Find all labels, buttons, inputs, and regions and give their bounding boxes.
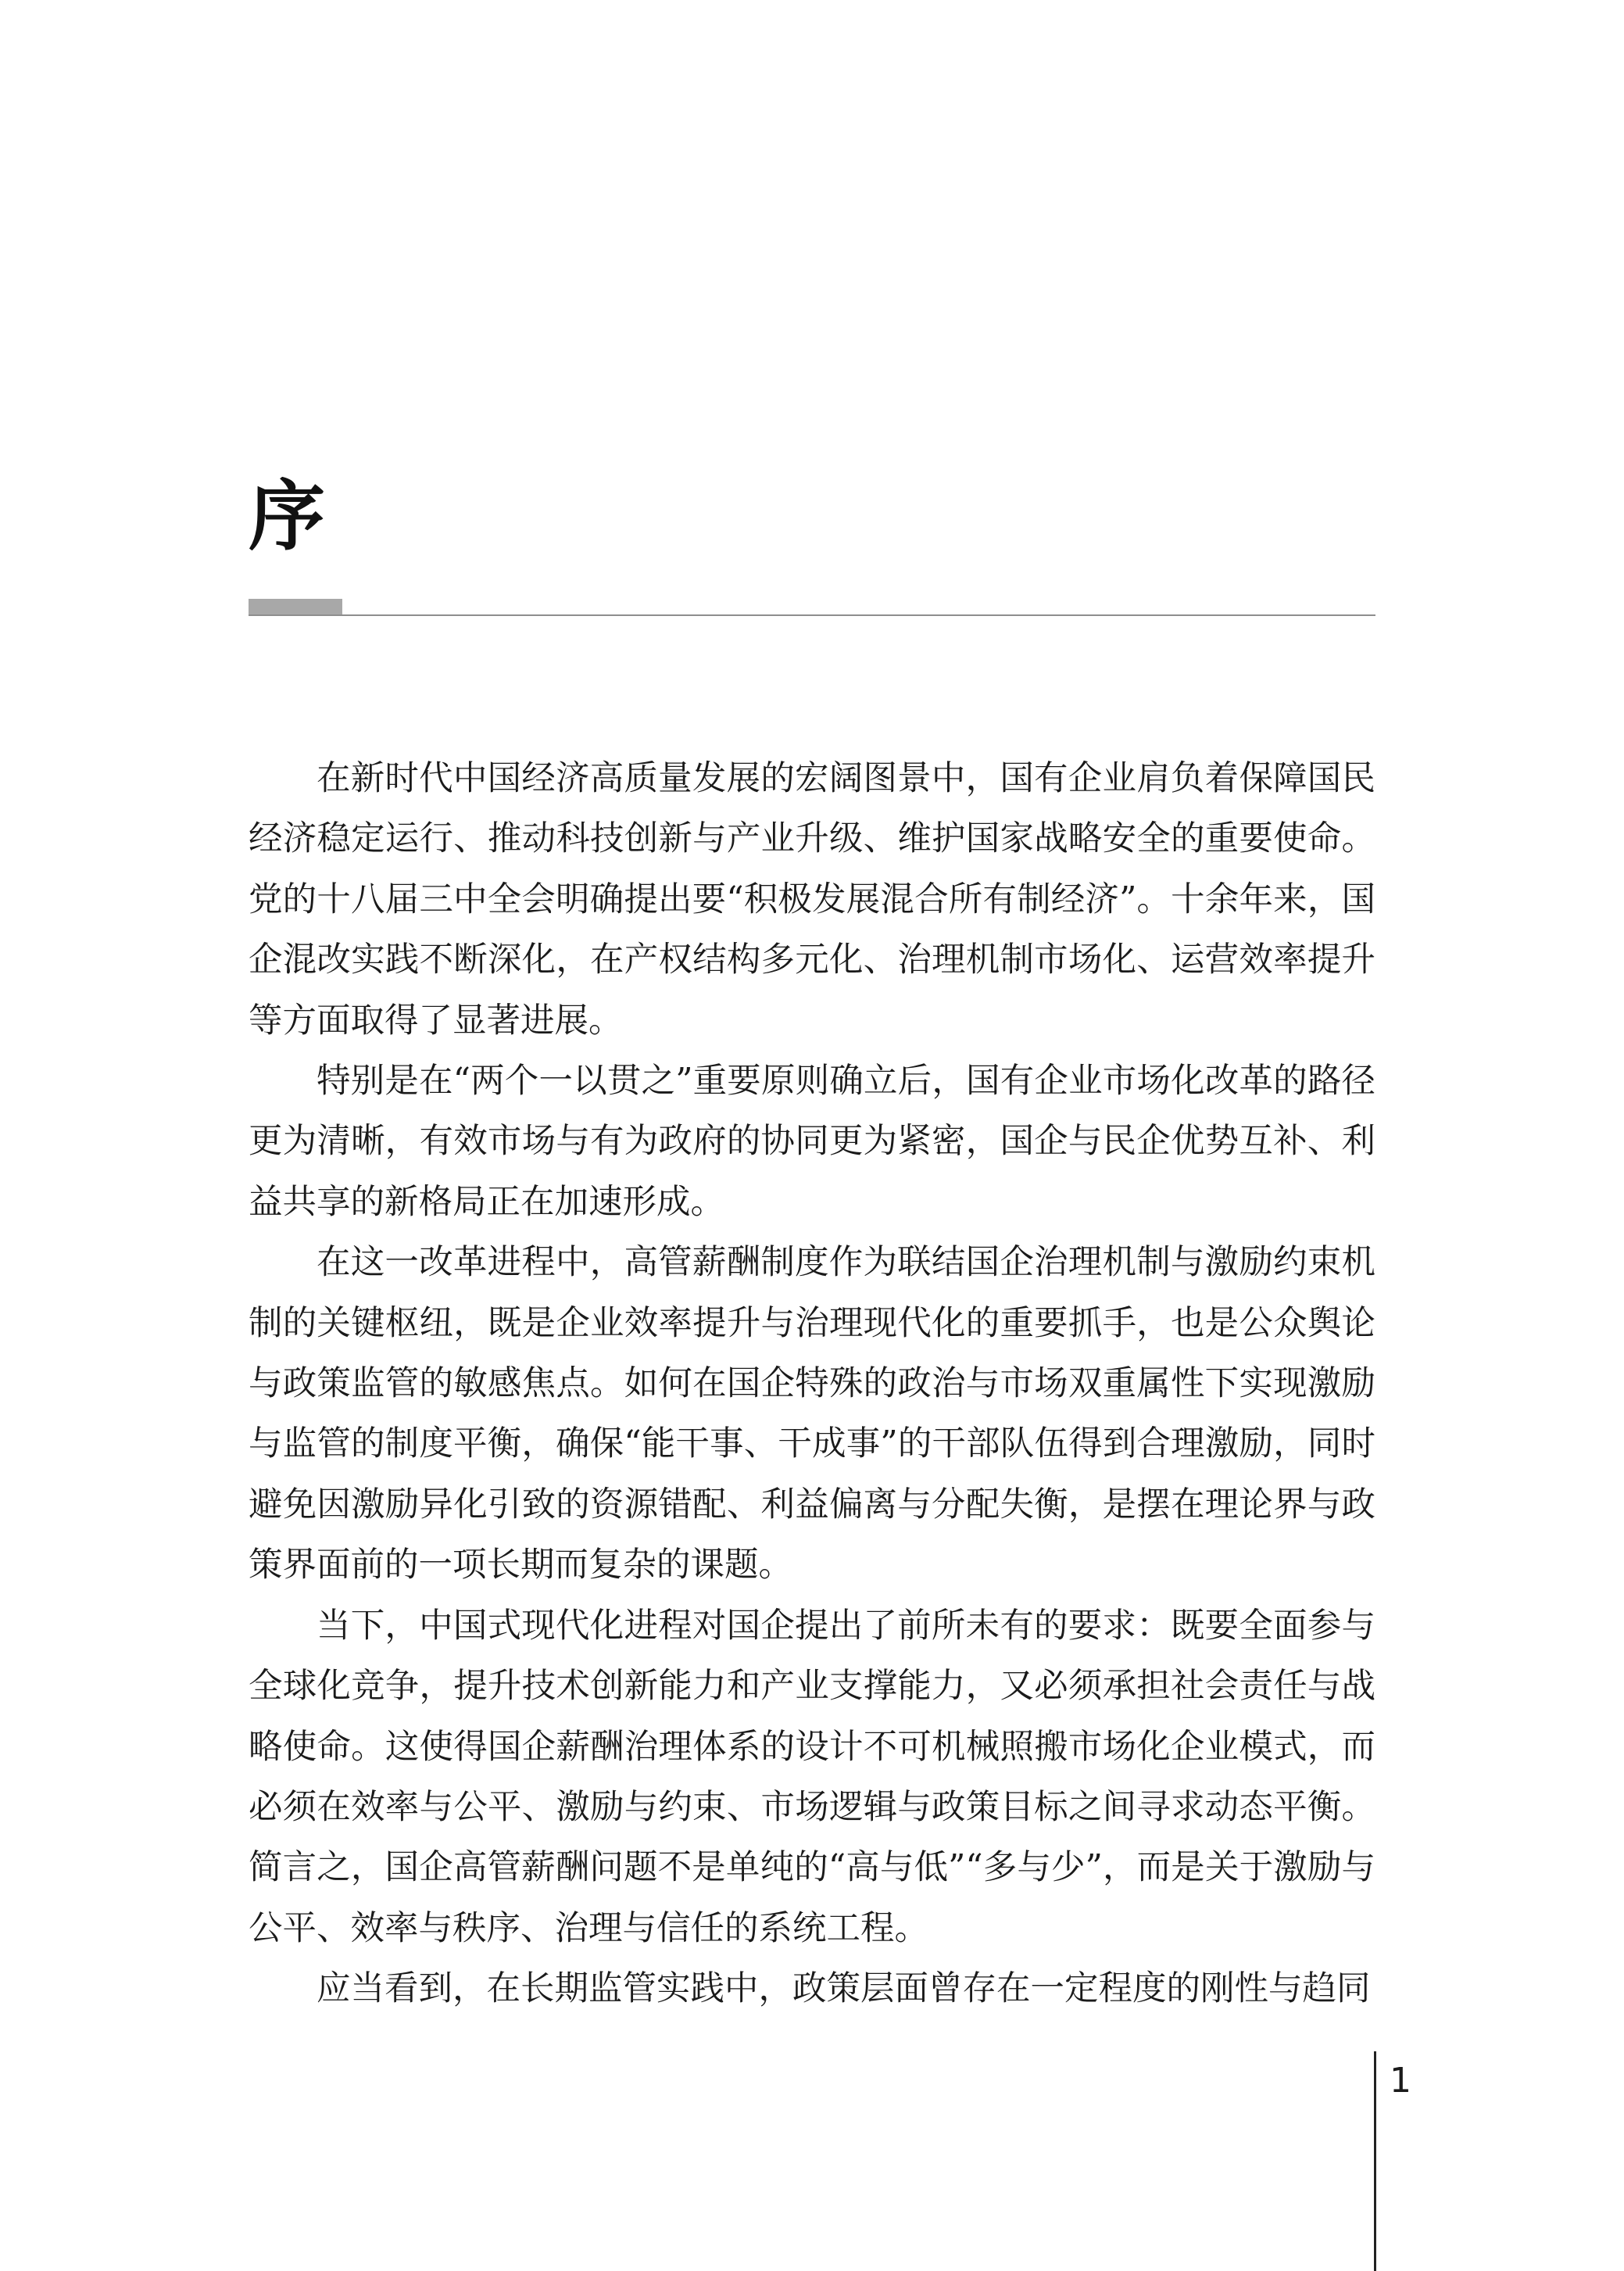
- body-text: [249, 749, 1375, 2020]
- paragraph: 在新时代中国经济高质量发展的宏阔图景中，国有企业肩负着保障国民经济稳定运行、推动科技创新与产业升级、维护国家战略安全的重要使命。党的十八届三中全会明确提出要“积极发展混合所有制经济”。十余年来，国企混改实践不断深化，在产权结构多元化、治理机制市场化、运营效率提升等方面取得了显著进展。: [249, 759, 1375, 1041]
- paragraph: 应当看到，在长期监管实践中，政策层面曾存在一定程度的刚性与趋同: [317, 1969, 1371, 2009]
- title-underline-accent: [249, 599, 342, 616]
- title-underline-rule: [249, 614, 1375, 616]
- chapter-title: 序: [249, 471, 326, 561]
- paragraph: 当下，中国式现代化进程对国企提出了前所未有的要求：既要全面参与全球化竞争，提升技术创新能力和产业支撑能力，又必须承担社会责任与战略使命。这使得国企薪酬治理体系的设计不可机械照搬市场化企业模式，而必须在效率与公平、激励与约束、市场逻辑与政策目标之间寻求动态平衡。简言之，国企高管薪酬问题不是单纯的“高与低”“多与少”，而是关于激励与公平、效率与秩序、治理与信任的系统工程。: [249, 1606, 1375, 1948]
- page-edge-rule: [1374, 2051, 1376, 2271]
- paragraph: 特别是在“两个一以贯之”重要原则确立后，国有企业市场化改革的路径更为清晰，有效市场与有为政府的协同更为紧密，国企与民企优势互补、利益共享的新格局正在加速形成。: [249, 1062, 1375, 1222]
- paragraph: 在这一改革进程中，高管薪酬制度作为联结国企治理机制与激励约束机制的关键枢纽，既是企业效率提升与治理现代化的重要抓手，也是公众舆论与政策监管的敏感焦点。如何在国企特殊的政治与市场双重属性下实现激励与监管的制度平衡，确保“能干事、干成事”的干部队伍得到合理激励，同时避免因激励异化引致的资源错配、利益偏离与分配失衡，是摆在理论界与政策界面前的一项长期而复杂的课题。: [249, 1243, 1375, 1585]
- page-number: 1: [1390, 2061, 1411, 2101]
